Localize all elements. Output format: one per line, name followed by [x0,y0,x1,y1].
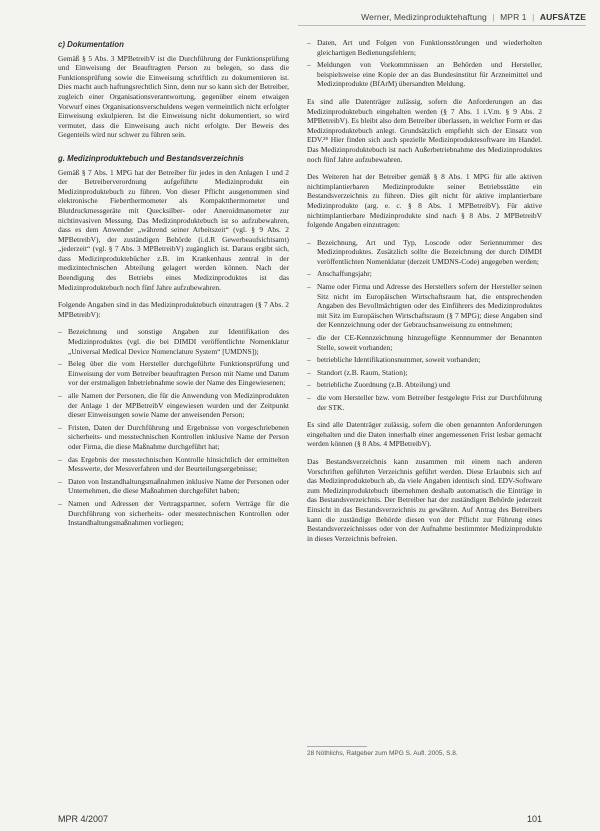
list-medizinproduktebuch-entries [58,327,289,527]
left-column [58,40,289,536]
list-item: – Bezeichnung und sonstige Angaben zur Identifikation des Medizinproduktes (vgl. die bei DIMDI veröffentlichte Nomenklatur „Universal Medical Device Nomenclature System“ [UMDNS]); [58,327,289,356]
paragraph-datentraeger-bestand: Es sind alle Datenträger zulässig, sofern die oben genannten Anforderungen eingehalten und die Daten innerhalb einer angemessenen Frist lesbar gemacht werden können (§ 8 Abs. 4 MPBetreibV). [307,420,542,449]
page-number: 101 [526,814,542,824]
right-column [307,38,542,551]
list-item: – die vom Hersteller bzw. vom Betreiber festgelegte Frist zur Durchführung der STK. [307,393,542,412]
list-item: – alle Namen der Personen, die für die Anwendung von Medizinprodukten der Anlage 1 der MPBetreibV eingewiesen wurden und der Zeitpunkt dieser Einweisungen sowie Name der anweisenden Person; [58,391,289,420]
header-separator: | [532,12,535,22]
paragraph-dokumentation: Gemäß § 5 Abs. 3 MPBetreibV ist die Durchführung der Funktionsprüfung und Einweisung der Beauftragten Person zu belegen, so dass die Funktionsprüfung sowie die Einweisung schriftlich zu dokumentieren ist. Dies macht auch haftungsrechtlich Sinn, denn nur so kann sich der Betreiber, zugleich einer Organisationsverantwortung, gegenüber einem etwaigen Vorwurf eines Organisationsverschuldens wegen vermeintlich nicht erfolgter Einweisung exkulpieren. Ist die Einweisung nicht dokumentiert, so wird vermutet, dass die Einweisung auch nicht erfolgte. Der Beweis des Gegenteils wird nur schwer zu führen sein. [58,53,289,140]
footnote: 28 Nöthlichs, Ratgeber zum MPG S. Aufl. 2005, S.8. [307,750,458,757]
heading-dokumentation: c) Dokumentation [58,40,124,49]
list-item: – Bezeichnung, Art und Typ, Loscode oder Seriennummer des Medizinproduktes. Zusätzlich sollte die Bezeichnung der durch DIMDI veröffentlichten Nomenklatur (derzeit UMDNS-Code) angegeben werden; [307,238,542,267]
paragraph-bestandsverzeichnis: Des Weiteren hat der Betreiber gemäß § 8 Abs. 1 MPG für alle aktiven nichtimplantierbaren Medizinprodukte seiner Betriebsstätte ein Bestandsverzeichnis zu führen. Dies gilt nicht für aktive implantierbare Medizinprodukte (arg. e. c. § 8 Abs. 1 MPBetreibV). Für aktive nichtimplantierbare Medizinprodukte sind nach § 8 Abs. 2 MPBetreibV folgende Angaben einzutragen: [307,172,542,230]
list-item: – Daten von Instandhaltungsmaßnahmen inklusive Name der Personen oder Unternehmen, die diese Maßnahmen durchgeführt haben; [58,477,289,496]
running-header [361,12,586,22]
list-item: – betriebliche Zuordnung (z.B. Abteilung) und [307,380,542,390]
list-item: – Meldungen von Vorkommnissen an Behörden und Hersteller, beispielsweise eine Kopie der an das Bundesinstitut für Arzneimittel und Medizinprodukte (BfArM) übersandten Meldung. [307,60,542,89]
list-continued-entries [307,38,542,89]
header-rule [298,25,586,26]
section-label: AUFSÄTZE [539,12,586,22]
paragraph-verzeichnis-fuehrung: Das Bestandsverzeichnis kann zusammen mit einem nach anderen Vorschriften geführten Verzeichnis geführt werden. Diese Erlaubnis sich auf das Medizinproduktebuch ab, da viele Angaben identisch sind. EDV-Software zum Medizinproduktebuch übernehmen deshalb automatisch die Einträge in das Bestandsverzeichnis. Der Betreiber hat der zuständigen Behörde jederzeit Einsicht in das Bestandsverzeichnis zu gewähren. Auf Antrag des Betreibers kann die zuständige Behörde diesen von der Pflicht zur Führung eines Bestandsverzeichnisses oder von der Aufnahme bestimmter Medizinprodukte in dieses Verzeichnis befreien. [307,456,542,543]
list-item: – Fristen, Daten der Durchführung und Ergebnisse von vorgeschriebenen sicherheits- und messtechnischen Kontrollen inklusive Name der Person oder Firma, die diese Maßnahme durchgeführt hat; [58,423,289,452]
header-separator: | [492,12,495,22]
footnote-rule [307,746,367,747]
list-item: – das Ergebnis der messtechnischen Kontrolle hinsichtlich der ermittelten Messwerte, der Messverfahren und der Beurteilungsergebnisse; [58,455,289,474]
list-item: – Namen und Adressen der Vertragspartner, sofern Verträge für die Durchführung von sicherheits- oder messtechnischen Kontrollen oder Instandhaltungsmaßnahmen vorliegen; [58,499,289,528]
list-bestandsverzeichnis-entries [307,238,542,413]
list-item: – Standort (z.B. Raum, Station); [307,368,542,378]
paragraph-datentraeger: Es sind alle Datenträger zulässig, sofern die Anforderungen an das Medizinproduktebuch eingehalten werden (§ 7 Abs. 1 i.V.m. § 9 Abs. 2 MPBetreibV). Es bleibt also dem Betreiber überlassen, in welcher Form er das Medizinproduktebuch anlegt. Grundsätzlich empfiehlt sich der Einsatz von EDV.²⁸ Hier finden sich auch spezielle Medizinproduktesoftware im Handel. Das Medizinproduktebuch ist nach Außerbetriebnahme des Medizinproduktes noch fünf Jahre aufzubewahren. [307,96,542,164]
list-item: – Daten, Art und Folgen von Funktionsstörungen und wiederholten gleichartigen Bedienungsfehlern; [307,38,542,57]
list-item: – Name oder Firma und Adresse des Herstellers sofern der Hersteller seinen Sitz nicht im Europäischen Wirtschaftsraum hat, die entsprechenden Angaben des Bevollmächtigten oder des Einführers des Medizinproduktes mit Sitz im Europäischen Wirtschaftsraum (§ 7 MPG); diese Angaben sind der Kennzeichnung oder der Gebrauchsanweisung zu entnehmen; [307,282,542,330]
journal-issue: MPR 4/2007 [58,814,109,824]
list-item: – Beleg über die vom Hersteller durchgeführte Funktionsprüfung und Einweisung der vom Betreiber beauftragten Person mit Name und Datum vor der erstmaligen Inbetriebnahme sowie der Name des Eingewiesenen; [58,359,289,388]
paragraph-list-intro: Folgende Angaben sind in das Medizinproduktebuch einzutragen (§ 7 Abs. 2 MPBetreibV): [58,300,289,319]
issue-label: MPR 1 [500,12,527,22]
paragraph-medizinproduktebuch: Gemäß § 7 Abs. 1 MPG hat der Betreiber für jedes in den Anlagen 1 und 2 der Betreiberverordnung aufgeführte Medizinprodukt ein Medizinproduktebuch zu führen. Von dieser Pflicht ausgenommen sind elektronische Fieberthermometer als Kompaktthermometer und Blutdruckmessgeräte mit Quecksilber- oder Aneroidmanometer zur nichtinvasiven Messung. Das Medizinproduktebuch ist so aufzubewahren, dass es dem Anwender „während seiner Arbeitszeit“ (vgl. § 9 Abs. 2 MPBetreibV), der zuständigen Behörde (i.d.R Gewerbeaufsichtsamt) „jederzeit“ (vgl. § 7 Abs. 3 MPBetreibV) zugänglich ist. Daraus ergibt sich, dass Medizinproduktebücher z.B. im Krankenhaus zentral in der medizintechnischen Abteilung gelagert werden können. Nach der Beendigung des Betriebs eines Medizinproduktes ist das Medizinproduktebuch noch fünf Jahre aufzubewahren. [58,167,289,292]
list-item: – betriebliche Identifikationsnummer, soweit vorhanden; [307,355,542,365]
list-item: – Anschaffungsjahr; [307,269,542,279]
running-title: Werner, Medizinproduktehaftung [361,12,487,22]
heading-medizinproduktebuch: g. Medizinproduktebuch und Bestandsverzeichnis [58,153,244,163]
list-item: – die der CE-Kennzeichnung hinzugefügte Kennnummer der Benannten Stelle, soweit vorhanden; [307,333,542,352]
